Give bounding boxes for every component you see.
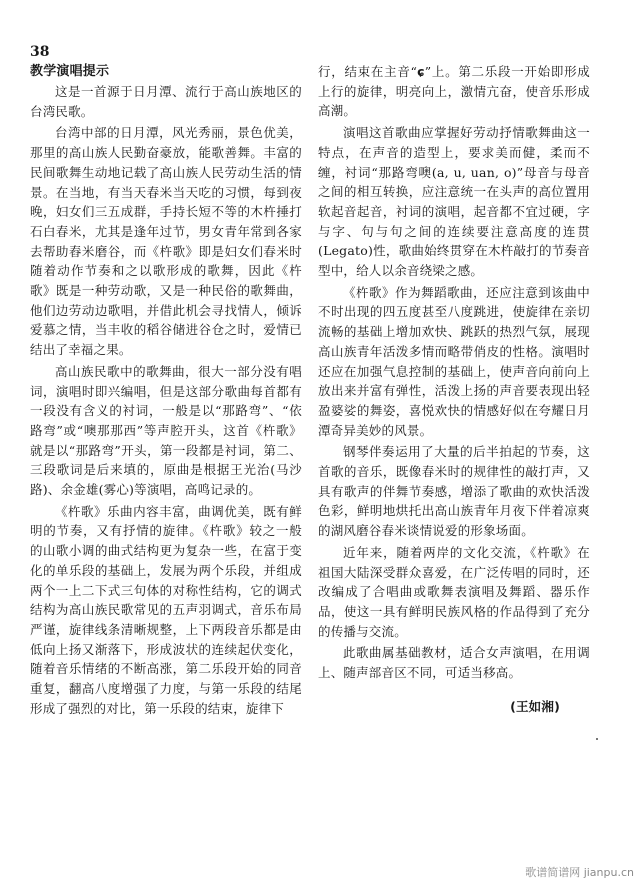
watermark: 歌谱简谱网 jianpu.cn [525, 866, 634, 879]
continuation-text-end: ”上。第二乐段一开始即形成上行的旋律，明亮向上，激情亢奋，使音乐形成高潮。 [318, 64, 590, 119]
paragraph: 演唱这首歌曲应掌握好劳动抒情歌舞曲这一特点，在声音的造型上，要求美而健，柔而不缠，衬词“那路弯噢(a, u, uan, o)”母音与母音之间的相互转换，应注意统一在头声的高位置用软起音起音，衬词的演唱，起音都不宜过硬，字与字、句与句之间的连续要注意高度的连贯(Legato)性，歌曲始终贯穿在木杵敲打的节奏音型中，给人以余音绕梁之感。 [318, 125, 590, 279]
page-number: 38 [30, 44, 50, 60]
paragraph: 《杵歌》作为舞蹈歌曲，还应注意到该曲中不时出现的四五度甚至八度跳进，使旋律在亲切流畅的基础上增加欢快、跳跃的热烈气氛，展现高山族青年活泼多情而略带俏皮的性格。演唱时还应在加强气息控制的基础上，使声音向前向上放出来并富有弹性，活泼上扬的声音要表现出轻盈婆娑的舞姿，喜悦欢快的情感好似在夸耀日月潭奇异美妙的风景。 [318, 284, 590, 438]
section-heading: 教学演唱提示 [30, 64, 110, 79]
paragraph: 高山族民歌中的歌舞曲，很大一部分没有唱词，演唱时即兴编唱，但是这部分歌曲每首都有一段没有含义的衬词，一般是以“那路弯”、“依路弯”或“噢那那西”等声腔开头，这首《杵歌》就是以“那路弯”开头，第一段都是衬词，第二、三段歌词是后来填的，原曲是根据王光治(马沙路)、余金雄(雾心)等演唱，高鸣记录的。 [30, 363, 302, 498]
paragraph: 这是一首源于日月潭、流行于高山族地区的台湾民歌。 [30, 84, 302, 119]
author-signature: (王如湘) [510, 698, 560, 714]
scan-speck [596, 738, 598, 740]
paragraph-continuation [318, 62, 590, 121]
paragraph: 台湾中部的日月潭，风光秀丽，景色优美，那里的高山族人民勤奋豪放，能歌善舞。丰富的民间歌舞生动地记载了高山族人民劳动生活的情景。在当地，有当天春米当天吃的习惯，每到夜晚，妇女们三五成群，手持长短不等的木杵捶打石白春米，尤其是逢年过节，男女青年常到各家去帮助舂米磨谷，而《杵歌》即是妇女们春米时随着动作节奏和之以歌形成的歌舞，因此《杵歌》既是一种劳动歌，又是一种民俗的歌舞曲，他们边劳动边歌唱，并借此机会寻找情人，倾诉爱慕之情，当丰收的稻谷储进谷仓之时，爱情已结出了幸福之果。 [30, 125, 302, 358]
music-note-symbol: ɕ [417, 64, 425, 79]
paragraph: 此歌曲属基础教材，适合女声演唱，在用调上、随声部音区不同，可适当移高。 [318, 645, 590, 681]
right-column [318, 62, 590, 717]
paragraph: 《杵歌》乐曲内容丰富，曲调优美，既有鲜明的节奏，又有抒情的旋律。《杵歌》较之一般的山歌小调的曲式结构更为复杂一些，在富于变化的单乐段的基础上，发展为两个乐段，并组成两个一上二下式三句体的对称性结构，它的调式结构为高山族民歌常见的五声羽调式，音乐布局严谨，旋律线条清晰规整，上下两段音乐都是由低向上扬又渐落下，形成波状的连续起伏变化，随着音乐情绪的不断高涨，第二乐段开始的同音重复，翻高八度增强了力度，与第一乐段的结尾形成了强烈的对比，第一乐段的结束，旋律下 [30, 503, 302, 716]
paragraph: 近年来，随着两岸的文化交流，《杵歌》在祖国大陆深受群众喜爱，在广泛传唱的同时，还改编成了合唱曲或歌舞表演唱及舞蹈、器乐作品，使这一具有鲜明民族风格的作品得到了充分的传播与交流。 [318, 544, 590, 639]
continuation-text: 行，结束在主音“ [318, 64, 418, 79]
left-column [30, 62, 302, 721]
paragraph: 钢琴伴奏运用了大量的后半拍起的节奏，这首歌的音乐，既像春米时的规律性的敲打声，又具有歌声的伴舞节奏感，增添了歌曲的欢快活泼色彩，鲜明地烘托出高山族青年月夜下伴着凉爽的湖风磨谷春米谈情说爱的形象场面。 [318, 444, 590, 539]
